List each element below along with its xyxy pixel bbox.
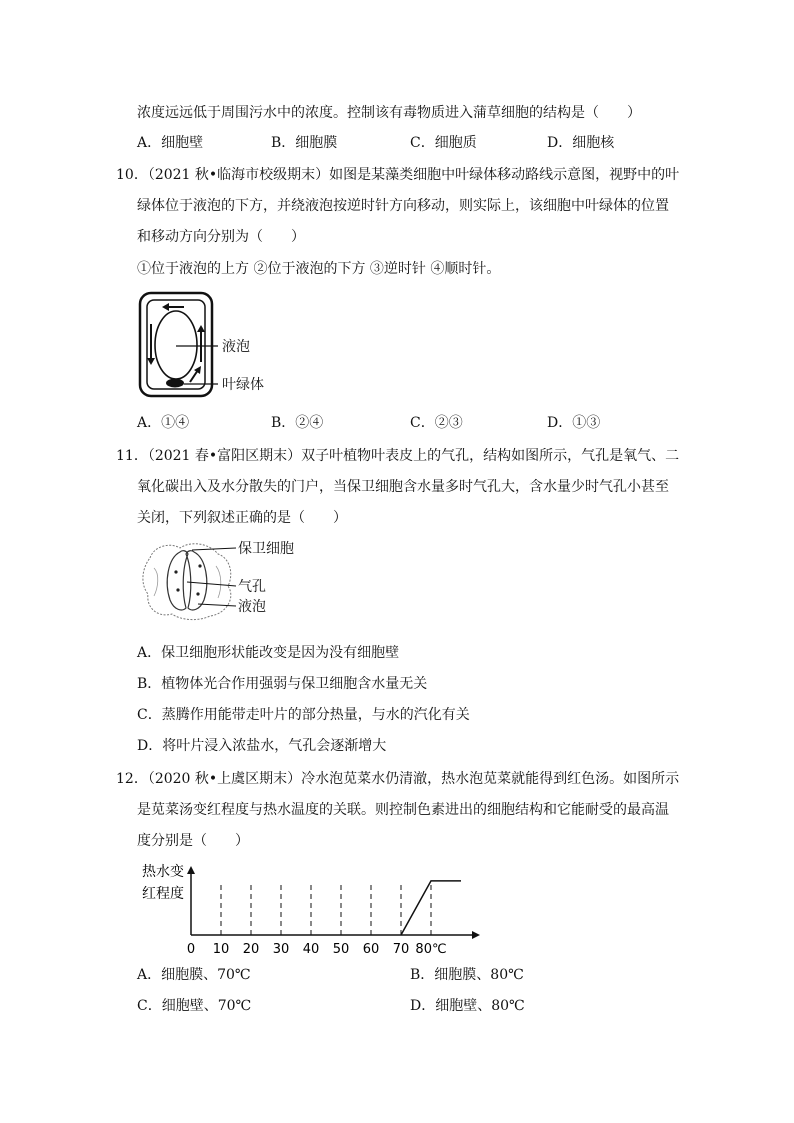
- q12-option-a: A．细胞膜、70℃: [137, 967, 251, 983]
- q10-text-line3: 和移动方向分别为（ ）: [137, 229, 305, 245]
- q9-option-d: D．细胞核: [547, 135, 615, 151]
- vacuole-leader-line: [198, 604, 236, 606]
- q12-option-c: C．细胞壁、70℃: [137, 998, 252, 1014]
- chart-x-tick-label: 50: [332, 942, 350, 957]
- q11-text-line3: 关闭，下列叙述正确的是（ ）: [137, 510, 347, 526]
- arrow-top-head: [162, 303, 169, 311]
- vacuole-ellipse: [155, 311, 197, 379]
- q12-option-d: D．细胞壁、80℃: [410, 998, 525, 1014]
- q11-label-vacuole: 液泡: [238, 599, 266, 615]
- q9-option-a: A．细胞壁: [137, 135, 204, 151]
- q12-text-line1: 12．（2020 秋•上虞区期末）冷水泡苋菜水仍清澈，热水泡苋菜就能得到红色汤。如图所示: [116, 771, 680, 787]
- q10-label-chloroplast: 叶绿体: [222, 377, 264, 393]
- q9-text-tail: 浓度远远低于周围污水中的浓度。控制该有毒物质进入蒲草细胞的结构是（ ）: [137, 105, 641, 121]
- q10-statements: ①位于液泡的上方 ②位于液泡的下方 ③逆时针 ④顺时针。: [137, 261, 501, 277]
- q9-option-b: B．细胞膜: [271, 135, 338, 151]
- q10-option-d: D．①③: [547, 415, 601, 431]
- chart-x-tick-label: 40: [302, 942, 320, 957]
- chart-x-tick-label: 0: [186, 942, 196, 957]
- guard-cell-dot: [176, 588, 179, 591]
- q12-option-b: B．细胞膜、80℃: [410, 967, 524, 983]
- q9-option-c: C．细胞质: [410, 135, 477, 151]
- q11-option-b: B．植物体光合作用强弱与保卫细胞含水量无关: [137, 676, 428, 692]
- q10-label-vacuole: 液泡: [222, 339, 250, 355]
- arrow-right-head: [197, 325, 205, 332]
- guard-cell-left: [167, 551, 188, 610]
- q11-text-line2: 氧化碳出入及水分散失的门户，当保卫细胞含水量多时气孔大，含水量少时气孔小甚至: [137, 479, 669, 495]
- chart-ylabel-line2: 红程度: [142, 886, 184, 902]
- guard-cell-dot: [174, 570, 177, 573]
- q12-text-line2: 是苋菜汤变红程度与热水温度的关联。则控制色素进出的细胞结构和它能耐受的最高温: [137, 802, 669, 818]
- chart-y-axis-arrow: [187, 866, 195, 874]
- chart-x-tick-label: 70: [392, 942, 410, 957]
- q11-stoma-figure: [140, 538, 240, 622]
- chart-plot-area: [187, 866, 480, 957]
- guard-cell-right: [186, 551, 207, 610]
- q10-option-b: B．②④: [271, 415, 324, 431]
- q10-text-line2: 绿体位于液泡的下方，并绕液泡按逆时针方向移动，则实际上，该细胞中叶绿体的位置: [137, 198, 669, 214]
- q11-label-guard-cell: 保卫细胞: [238, 541, 294, 557]
- q11-label-stoma: 气孔: [238, 579, 266, 595]
- chart-ylabel-line1: 热水变: [142, 864, 184, 880]
- chart-x-tick-label: 20: [242, 942, 260, 957]
- chloroplast: [166, 379, 184, 388]
- chart-x-tick-label: 10: [212, 942, 230, 957]
- guard-cell-dot: [196, 592, 199, 595]
- q11-option-a: A．保卫细胞形状能改变是因为没有细胞壁: [137, 645, 400, 661]
- q10-option-c: C．②③: [410, 415, 463, 431]
- q11-option-c: C．蒸腾作用能带走叶片的部分热量，与水的汽化有关: [137, 707, 470, 723]
- epidermis-cell-line: [154, 568, 158, 596]
- chart-x-tick-label: 80℃: [415, 942, 447, 957]
- arrow-left-head: [147, 358, 155, 365]
- q10-option-a: A．①④: [137, 415, 190, 431]
- chart-x-tick-label: 60: [362, 942, 380, 957]
- chart-x-axis-arrow: [472, 931, 480, 939]
- q11-text-line1: 11．（2021 春•富阳区期末）双子叶植物叶表皮上的气孔，结构如图所示，气孔是氧气、二: [116, 448, 680, 464]
- q10-text-line1: 10．（2021 秋•临海市校级期末）如图是某藻类细胞中叶绿体移动路线示意图，视野中的叶: [116, 167, 680, 183]
- q11-option-d: D．将叶片浸入浓盐水，气孔会逐渐增大: [137, 738, 387, 754]
- epidermis-cell-line: [216, 566, 221, 598]
- chart-x-tick-label: 30: [272, 942, 290, 957]
- q10-cell-figure: [138, 290, 298, 400]
- q12-chart: [138, 860, 488, 960]
- guard-cell-dot: [198, 564, 201, 567]
- q12-text-line3: 度分别是（ ）: [137, 833, 249, 849]
